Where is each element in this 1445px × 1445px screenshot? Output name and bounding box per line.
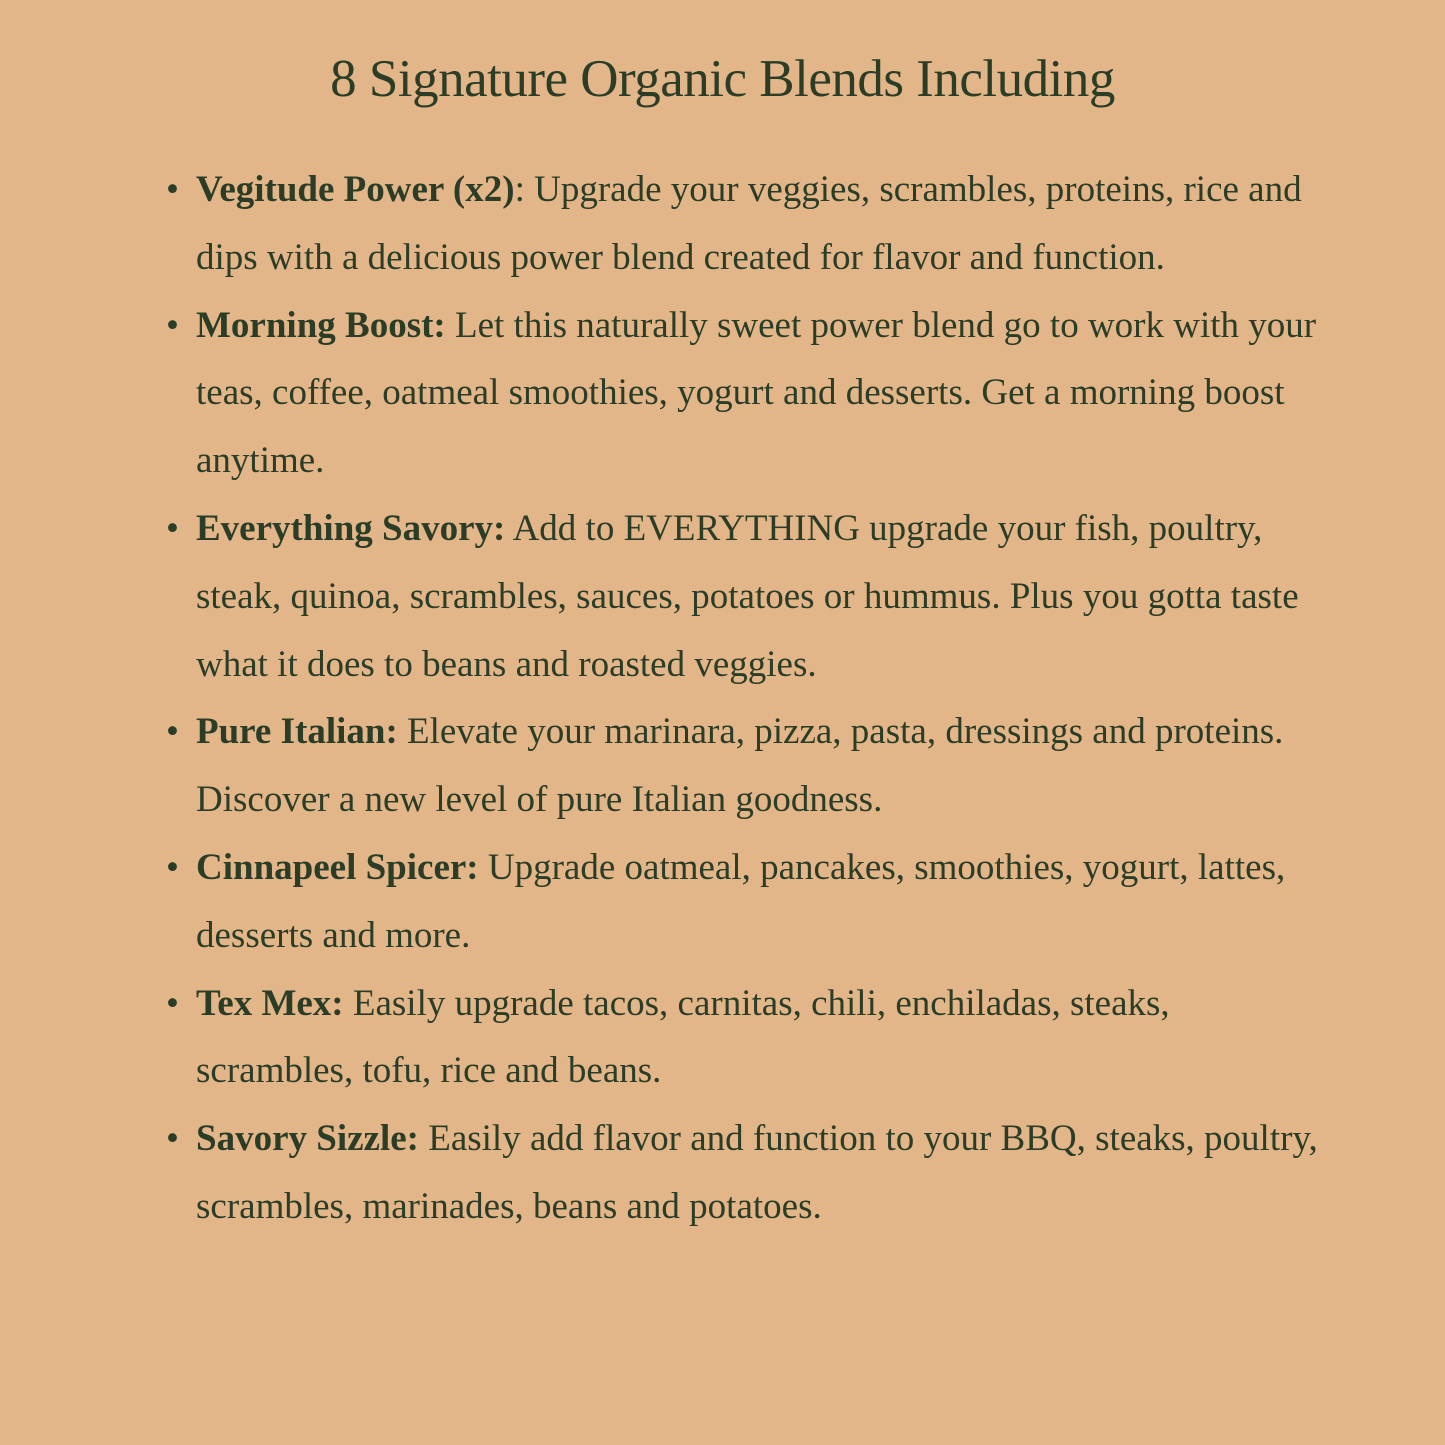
bullet-icon: • [166,711,179,753]
blend-description: Easily add flavor and function to your BBQ, steaks, poultry, scrambles, marinades, beans and potatoes. [196,1118,1318,1227]
bullet-icon: • [166,507,179,549]
blend-description: Upgrade your veggies, scrambles, proteins, rice and dips with a delicious power blend created for flavor and function. [196,169,1302,278]
bullet-icon: • [166,982,179,1024]
blend-name: Morning Boost: [196,304,446,346]
blend-description: Let this naturally sweet power blend go to work with your teas, coffee, oatmeal smoothies, yogurt and desserts. Get a morning boost anytime. [196,304,1317,482]
blend-separator: : [514,169,525,210]
blend-item-savory-sizzle [166,1105,1326,1241]
blend-description: Upgrade oatmeal, pancakes, smoothies, yogurt, lattes, desserts and more. [196,846,1286,956]
bullet-icon: • [166,846,179,888]
blend-item-pure-italian [166,698,1326,834]
blend-description: Elevate your marinara, pizza, pasta, dressings and proteins. Discover a new level of pure Italian goodness. [196,711,1284,821]
blend-description: Add to EVERYTHING upgrade your fish, poultry, steak, quinoa, scrambles, sauces, potatoes or hummus. Plus you gotta taste what it does to beans and roasted veggies. [196,507,1299,685]
blend-description: Easily upgrade tacos, carnitas, chili, enchiladas, steaks, scrambles, tofu, rice and beans. [196,982,1170,1092]
bullet-icon: • [166,169,179,210]
bullet-icon: • [166,304,179,346]
blend-item-cinnapeel-spicer [166,834,1326,970]
blend-item-morning-boost [166,292,1326,495]
blend-item-vegitude-power [166,156,1326,292]
blend-name: Pure Italian: [196,711,398,753]
blend-name: Everything Savory: [196,507,506,549]
blend-name: Vegitude Power (x2) [196,169,515,210]
page-title: 8 Signature Organic Blends Including [330,50,1115,108]
blend-name: Savory Sizzle: [196,1118,419,1160]
blend-item-everything-savory [166,495,1326,698]
bullet-icon: • [166,1118,179,1160]
blend-list [166,156,1326,1241]
blend-item-tex-mex [166,970,1326,1106]
blend-name: Tex Mex: [196,982,344,1024]
blend-name: Cinnapeel Spicer: [196,846,479,888]
